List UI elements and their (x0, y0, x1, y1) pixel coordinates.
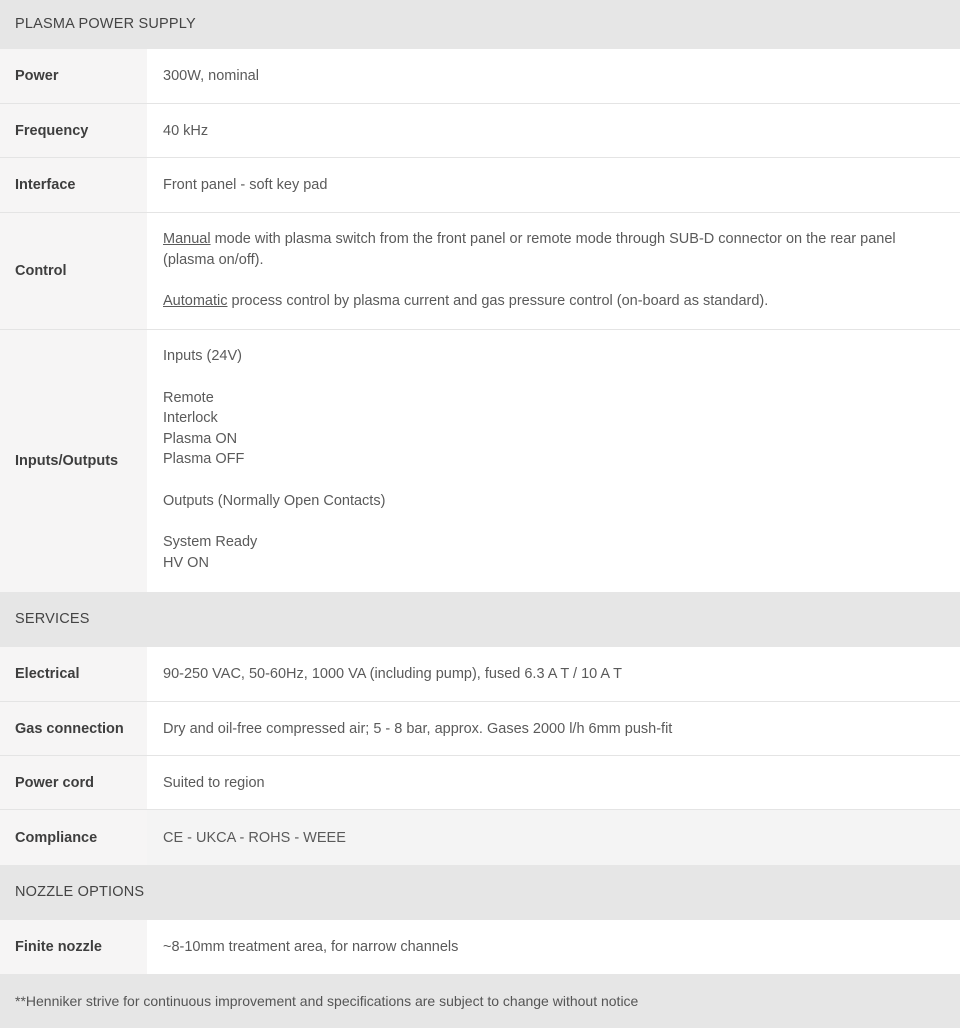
row-label: Gas connection (0, 702, 147, 755)
row-value: 300W, nominal (147, 49, 960, 103)
list-item: System Ready (163, 534, 258, 550)
list-item: Plasma ON (163, 430, 238, 447)
section-header-plasma-power-supply: PLASMA POWER SUPPLY (0, 0, 960, 49)
row-value (147, 330, 960, 592)
row-label: Inputs/Outputs (0, 330, 147, 592)
control-automatic-paragraph (163, 291, 944, 312)
spec-row-frequency (0, 104, 960, 158)
section-header-services: SERVICES (0, 592, 960, 647)
spec-row-compliance (0, 810, 960, 865)
row-label: Compliance (0, 810, 147, 865)
outputs-heading: Outputs (Normally Open Contacts) (163, 492, 386, 509)
automatic-link[interactable]: Automatic (163, 293, 228, 309)
row-value: Dry and oil-free compressed air; 5 - 8 bar, approx. Gases 2000 l/h 6mm push-fit (147, 702, 960, 755)
spec-row-gas-connection (0, 702, 960, 756)
list-item: HV ON (163, 554, 209, 571)
row-value: ~8-10mm treatment area, for narrow channels (147, 920, 960, 974)
control-manual-paragraph (163, 229, 944, 270)
row-label: Electrical (0, 647, 147, 701)
spec-row-finite-nozzle (0, 920, 960, 974)
spec-row-power-cord (0, 756, 960, 810)
row-value: Front panel - soft key pad (147, 158, 960, 212)
row-label: Finite nozzle (0, 920, 147, 974)
list-item: Plasma OFF (163, 451, 245, 467)
automatic-description: process control by plasma current and gas pressure control (on-board as standard). (227, 293, 769, 309)
section-header-nozzle-options: NOZZLE OPTIONS (0, 865, 960, 920)
row-value: CE - UKCA - ROHS - WEEE (147, 810, 960, 865)
manual-description: mode with plasma switch from the front panel or remote mode through SUB-D connector on the rear panel (plasma on/off). (163, 231, 896, 268)
inputs-list (163, 388, 944, 470)
spec-row-interface (0, 158, 960, 213)
outputs-list (163, 532, 944, 573)
manual-link[interactable]: Manual (163, 231, 211, 247)
spec-row-control (0, 213, 960, 330)
row-value: 90-250 VAC, 50-60Hz, 1000 VA (including pump), fused 6.3 A T / 10 A T (147, 647, 960, 701)
row-label: Control (0, 213, 147, 329)
inputs-heading: Inputs (24V) (163, 348, 242, 364)
row-label: Power (0, 49, 147, 103)
list-item: Interlock (163, 410, 218, 426)
row-value: 40 kHz (147, 104, 960, 157)
row-label: Interface (0, 158, 147, 212)
row-label: Power cord (0, 756, 147, 809)
row-label: Frequency (0, 104, 147, 157)
row-value: Suited to region (147, 756, 960, 809)
spec-row-electrical (0, 647, 960, 702)
footnote: **Henniker strive for continuous improvement and specifications are subject to change without notice (0, 974, 960, 1028)
row-value (147, 213, 960, 329)
spec-row-power (0, 49, 960, 104)
list-item: Remote (163, 389, 214, 406)
spec-row-inputs-outputs (0, 330, 960, 592)
